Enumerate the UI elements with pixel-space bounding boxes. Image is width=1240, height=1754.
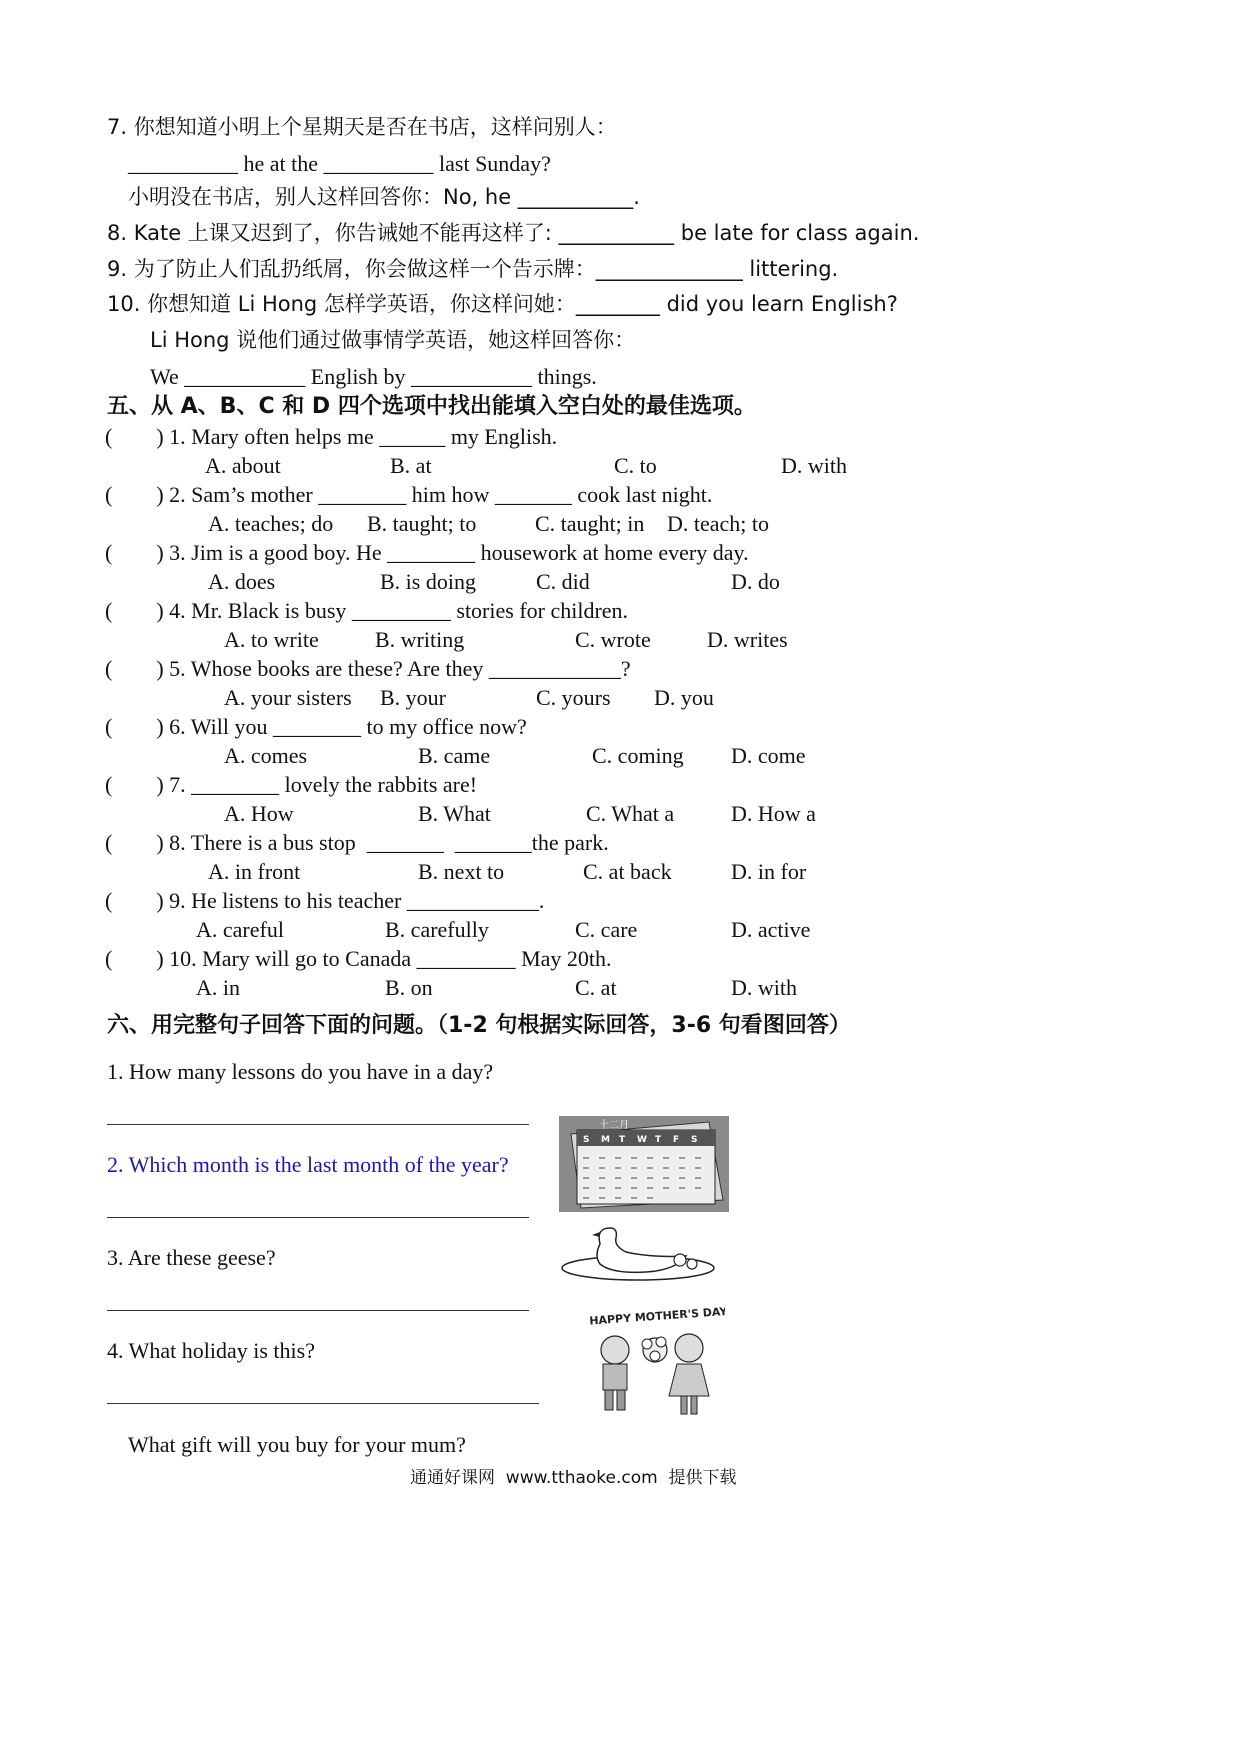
mc-q6-option-c: C. coming: [592, 743, 684, 768]
mc-q4-option-d: D. writes: [707, 627, 788, 652]
q10-answer-prompt: Li Hong 说他们通过做事情学英语，她这样回答你：: [150, 328, 636, 352]
q7-prompt: 7. 你想知道小明上个星期天是否在书店，这样问别人：: [107, 115, 617, 139]
mc-q8-option-a: A. in front: [208, 859, 301, 884]
page-footer: 通通好课网 www.tthaoke.com 提供下载: [410, 1468, 737, 1488]
q9: 9. 为了防止人们乱扔纸屑，你会做这样一个告示牌：______________ littering.: [107, 257, 839, 281]
mc-q9-option-d: D. active: [731, 917, 811, 942]
mc-q4-option-b: B. writing: [375, 627, 465, 652]
mc-q5-option-b: B. your: [380, 685, 446, 710]
svg-text:S: S: [691, 1135, 698, 1145]
mc-question-7: ( ) 7. ________ lovely the rabbits are!: [105, 772, 478, 797]
mc-q3-option-b: B. is doing: [380, 569, 476, 594]
mc-question-2: ( ) 2. Sam’s mother ________ him how _______ cook last night.: [105, 482, 713, 507]
sq-question-2: 2. Which month is the last month of the year?: [107, 1152, 509, 1177]
calendar-image: [559, 1116, 729, 1212]
mc-q6-option-a: A. comes: [224, 743, 308, 768]
mc-q2-option-d: D. teach; to: [667, 511, 770, 536]
mc-q3-option-c: C. did: [536, 569, 590, 594]
mc-q5-option-a: A. your sisters: [224, 685, 352, 710]
mc-q8-option-d: D. in for: [731, 859, 807, 884]
answer-line-2: [107, 1217, 529, 1218]
mc-question-10: ( ) 10. Mary will go to Canada _________ May 20th.: [105, 946, 612, 971]
mc-q4-option-c: C. wrote: [575, 627, 651, 652]
mc-question-3: ( ) 3. Jim is a good boy. He ________ housework at home every day.: [105, 540, 749, 565]
mc-q1-option-c: C. to: [614, 453, 657, 478]
mc-q8-option-b: B. next to: [418, 859, 505, 884]
mc-question-8: ( ) 8. There is a bus stop _______ _______the park.: [105, 830, 609, 855]
calendar-month: 十二月: [599, 1120, 629, 1131]
goose-image: [560, 1224, 720, 1284]
mc-question-4: ( ) 4. Mr. Black is busy _________ stories for children.: [105, 598, 629, 623]
mc-q5-option-d: D. you: [654, 685, 714, 710]
svg-text:T: T: [619, 1135, 626, 1145]
mc-q8-option-c: C. at back: [583, 859, 672, 884]
mc-q2-option-a: A. teaches; do: [208, 511, 334, 536]
mc-q7-option-d: D. How a: [731, 801, 816, 826]
mc-q10-option-d: D. with: [731, 975, 797, 1000]
q8: 8. Kate 上课又迟到了，你告诫她不能再这样了: ___________ be late for class again.: [107, 221, 920, 245]
sq-question-4: 4. What holiday is this?: [107, 1338, 315, 1363]
mc-q7-option-a: A. How: [224, 801, 294, 826]
sq-question-3: 3. Are these geese?: [107, 1245, 276, 1270]
mothers-day-text: HAPPY MOTHER'S DAY: [588, 1304, 725, 1328]
section5-title: 五、从 A、B、C 和 D 四个选项中找出能填入空白处的最佳选项。: [107, 394, 756, 419]
mc-q4-option-a: A. to write: [224, 627, 319, 652]
answer-line-1: [107, 1124, 529, 1125]
q10-prompt: 10. 你想知道 Li Hong 怎样学英语，你这样问她：________ did you learn English?: [107, 292, 898, 316]
mc-q10-option-a: A. in: [196, 975, 240, 1000]
q7-line: __________ he at the __________ last Sunday?: [128, 151, 551, 176]
q10-line: We ___________ English by ___________ things.: [150, 364, 597, 389]
mothers-day-image: [585, 1304, 725, 1424]
mc-q7-option-b: B. What: [418, 801, 491, 826]
answer-line-3: [107, 1310, 529, 1311]
mc-q10-option-b: B. on: [385, 975, 433, 1000]
mc-q2-option-b: B. taught; to: [367, 511, 477, 536]
mc-q1-option-a: A. about: [205, 453, 281, 478]
mc-q1-option-b: B. at: [390, 453, 432, 478]
sq-question-5: What gift will you buy for your mum?: [128, 1432, 466, 1457]
mc-q6-option-d: D. come: [731, 743, 806, 768]
answer-line-4: [107, 1403, 539, 1404]
mc-question-6: ( ) 6. Will you ________ to my office now?: [105, 714, 527, 739]
mc-q3-option-a: A. does: [208, 569, 276, 594]
mc-q10-option-c: C. at: [575, 975, 617, 1000]
mc-q5-option-c: C. yours: [536, 685, 611, 710]
mc-question-9: ( ) 9. He listens to his teacher ____________.: [105, 888, 545, 913]
mc-q9-option-a: A. careful: [196, 917, 284, 942]
sq-question-1: 1. How many lessons do you have in a day?: [107, 1059, 494, 1084]
mc-q9-option-c: C. care: [575, 917, 638, 942]
mc-q9-option-b: B. carefully: [385, 917, 489, 942]
mc-q1-option-d: D. with: [781, 453, 847, 478]
mc-question-1: ( ) 1. Mary often helps me ______ my English.: [105, 424, 558, 449]
mc-q2-option-c: C. taught; in: [535, 511, 645, 536]
mc-question-5: ( ) 5. Whose books are these? Are they ____________?: [105, 656, 631, 681]
mc-q7-option-c: C. What a: [586, 801, 675, 826]
q7-answer-prompt: 小明没在书店，别人这样回答你：No, he ___________.: [128, 185, 640, 209]
svg-text:S: S: [583, 1135, 590, 1145]
svg-text:F: F: [673, 1135, 680, 1145]
svg-text:M: M: [601, 1135, 610, 1145]
mc-q6-option-b: B. came: [418, 743, 491, 768]
svg-text:T: T: [655, 1135, 662, 1145]
section6-title: 六、用完整句子回答下面的问题。（1-2 句根据实际回答，3-6 句看图回答）: [107, 1013, 851, 1038]
mc-q3-option-d: D. do: [731, 569, 780, 594]
svg-text:W: W: [637, 1135, 647, 1145]
